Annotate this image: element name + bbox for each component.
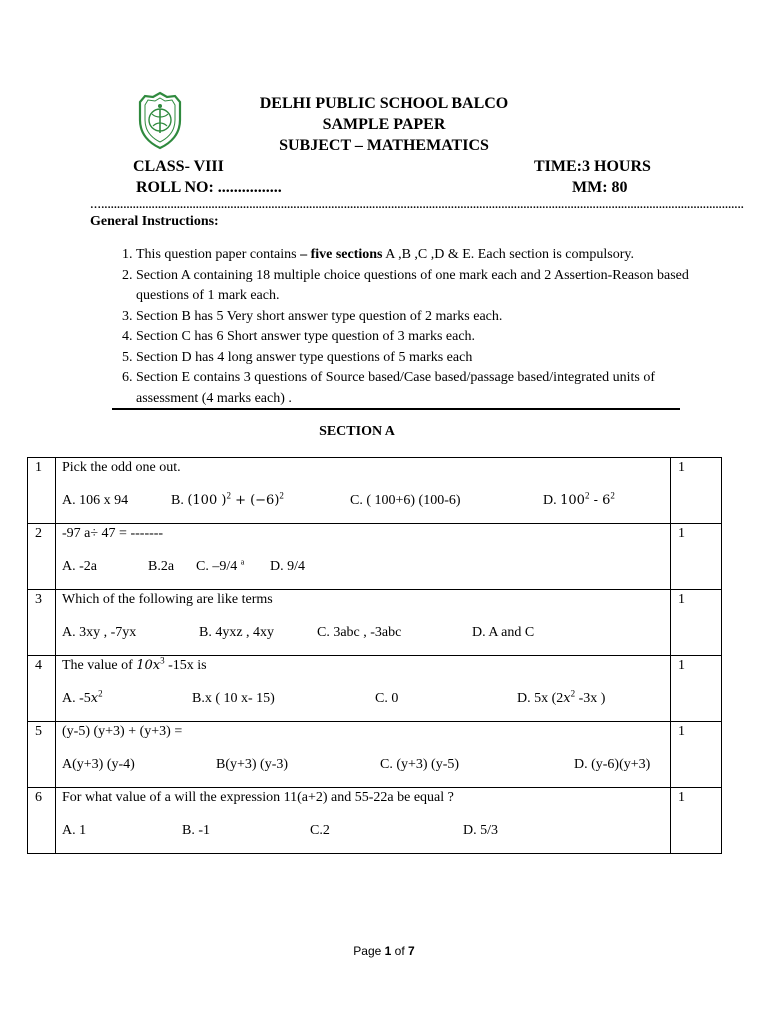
options (62, 690, 664, 720)
option-c: C.2 (310, 823, 330, 838)
question-row (28, 788, 722, 854)
option-a: A. 1 (62, 823, 87, 838)
question-number: 1 (28, 458, 56, 524)
question-content (56, 458, 671, 524)
option-a: A. 106 x 94 (62, 493, 129, 508)
option-a: A(y+3) (y-4) (62, 757, 135, 772)
paper-title: SAMPLE PAPER (322, 116, 446, 133)
question-text: Which of the following are like terms (62, 592, 273, 607)
option-a: A. $-5x^2$ (62, 688, 103, 706)
max-marks-label: MM: 80 (572, 179, 628, 196)
time-label: TIME:3 HOURS (534, 158, 651, 175)
question-text: Pick the odd one out. (62, 460, 181, 475)
question-row (28, 656, 722, 722)
option-b: B. 4yxz , 4xy (199, 625, 275, 640)
class-label: CLASS- VIII (133, 158, 224, 175)
question-row (28, 524, 722, 590)
question-marks: 1 (671, 524, 722, 590)
option-b: B.x ( 10 x- 15) (192, 691, 275, 706)
page-footer: Page 1 of 7 (353, 944, 415, 958)
option-b: B. -1 (182, 823, 210, 838)
option-c: C. 3abc , -3abc (317, 625, 402, 640)
question-marks: 1 (671, 590, 722, 656)
instructions-list (108, 245, 716, 409)
option-c: C. (y+3) (y-5) (380, 757, 460, 772)
option-a: A. 3xy , -7yx (62, 625, 137, 640)
question-row (28, 722, 722, 788)
question-content (56, 722, 671, 788)
question-row (28, 458, 722, 524)
question-row (28, 590, 722, 656)
options (62, 558, 664, 588)
question-marks: 1 (671, 458, 722, 524)
option-d: D. (y-6)(y+3) (574, 757, 651, 772)
instruction-item: 6. Section E contains 3 questions of Source based/Case based/passage based/integrated units of assessment (4 marks each) . (136, 368, 716, 409)
section-title: SECTION A (319, 424, 395, 439)
questions-table (27, 457, 722, 854)
question-content (56, 656, 671, 722)
question-number: 5 (28, 722, 56, 788)
horizontal-rule (112, 408, 680, 410)
question-number: 2 (28, 524, 56, 590)
option-d: D. A and C (472, 625, 535, 640)
option-d: D. $100^2 - 6^2$ (543, 490, 615, 508)
option-c: C. ( 100+6) (100-6) (350, 493, 461, 508)
option-d: D. 5x ($2x^2$ -3x ) (517, 688, 606, 706)
options (62, 822, 664, 852)
question-content (56, 590, 671, 656)
question-text: The value of $10x^3$ -15x is (62, 655, 207, 673)
options (62, 624, 664, 654)
dotted-separator: …............................................................................................................................................................................................................ (90, 199, 744, 211)
instruction-item: 2. Section A containing 18 multiple choice questions of one mark each and 2 Assertion-Reason based questions of 1 mark each. (136, 266, 716, 307)
option-b: B.2a (148, 559, 175, 574)
question-marks: 1 (671, 656, 722, 722)
question-text: (y-5) (y+3) + (y+3) = (62, 724, 183, 739)
question-marks: 1 (671, 722, 722, 788)
question-number: 3 (28, 590, 56, 656)
instruction-item: 5. Section D has 4 long answer type questions of 5 marks each (136, 348, 716, 369)
option-c: C. –9/4 $^a$ (196, 557, 245, 574)
question-text: For what value of a will the expression 11(a+2) and 55-22a be equal ? (62, 790, 454, 805)
instructions-title: General Instructions: (90, 214, 219, 229)
question-content (56, 524, 671, 590)
question-marks: 1 (671, 788, 722, 854)
option-b: B. (100 )$^2 + (-6)^2$ (171, 490, 284, 508)
instruction-item: 4. Section C has 6 Short answer type question of 3 marks each. (136, 327, 716, 348)
option-c: C. 0 (375, 691, 399, 706)
question-content (56, 788, 671, 854)
question-number: 6 (28, 788, 56, 854)
question-number: 4 (28, 656, 56, 722)
subject-title: SUBJECT – MATHEMATICS (279, 137, 489, 154)
instruction-item: 3. Section B has 5 Very short answer type question of 2 marks each. (136, 307, 716, 328)
option-b: B(y+3) (y-3) (216, 757, 289, 772)
option-a: A. -2a (62, 559, 97, 574)
option-d: D. 5/3 (463, 823, 498, 838)
instruction-item: 1. This question paper contains – five sections A ,B ,C ,D & E. Each section is compulsory. (136, 245, 716, 266)
roll-number-label: ROLL NO: ................ (136, 179, 282, 196)
question-text: -97 a÷ 47 = ------- (62, 526, 164, 541)
option-d: D. 9/4 (270, 559, 305, 574)
school-name: DELHI PUBLIC SCHOOL BALCO (259, 95, 509, 112)
options (62, 756, 664, 786)
options (62, 492, 664, 522)
